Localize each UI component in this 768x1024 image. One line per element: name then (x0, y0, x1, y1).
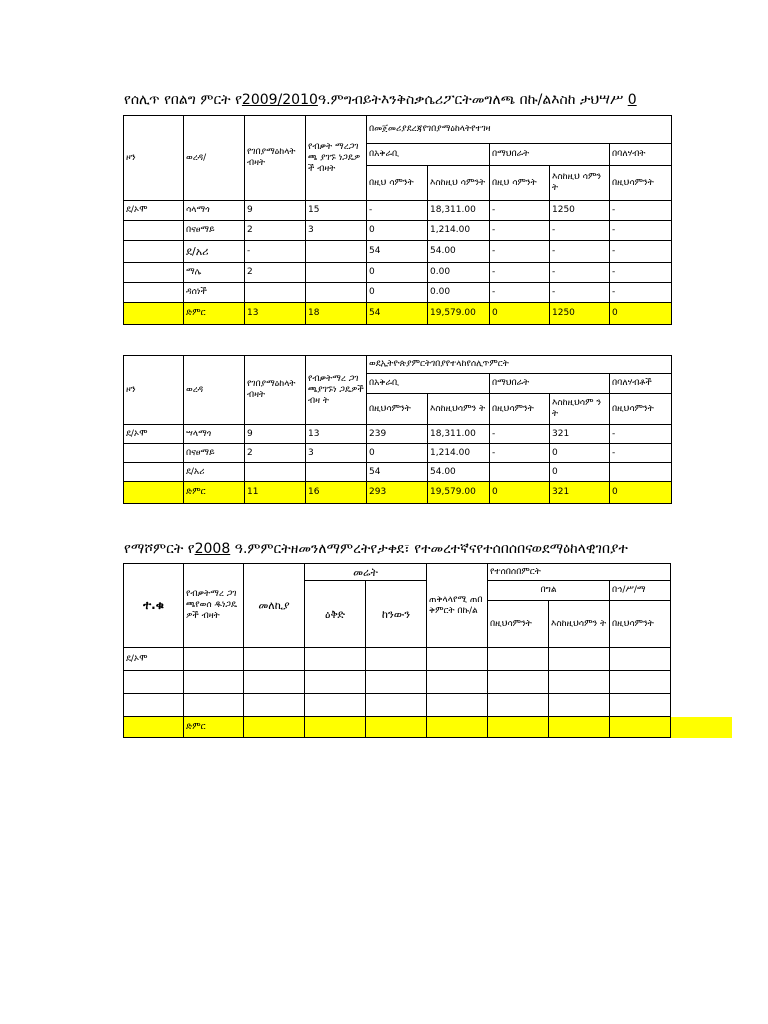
total-supplier-to-date: 19,579.00 (428, 482, 490, 504)
header-market-centers: የገበያማዕከላት ብዛት (245, 116, 306, 201)
title-years: 2009/2010 (241, 92, 318, 108)
cell-woreda: በናፀማይ (184, 444, 245, 463)
cell-supplier-week: - (367, 201, 428, 221)
header-cooperatives: በማህበራት (490, 374, 610, 394)
cell-traders: 3 (306, 221, 367, 241)
total-row (124, 482, 672, 504)
header-this-week: በዚህሳምንት (490, 394, 550, 425)
total-supplier-week: 54 (367, 303, 428, 325)
header-land: መሬት (305, 564, 427, 581)
header-to-date: እስከዚህ ሳምንት (428, 166, 490, 201)
cell-coop-week (490, 463, 550, 482)
header-to-date: እስከዚህ ሳምንት (550, 166, 610, 201)
header-zone: ዞን (124, 356, 184, 425)
header-private: በግል (488, 581, 610, 601)
total-row (124, 303, 672, 325)
header-certified-traders: የብቃት ማረጋገጫ ያገኙ ነጋዴዎች ብዛት (306, 116, 367, 201)
cell-supplier-to-date: 0.00 (428, 263, 490, 283)
cell-zone (124, 283, 184, 303)
cell-investor-week: - (610, 283, 672, 303)
table-row (124, 221, 672, 241)
table-row (124, 463, 672, 482)
cell-investor-week: - (610, 425, 672, 444)
header-cooperatives: በማህበራት (490, 144, 610, 166)
header-land-plan: ዕቅድ (305, 581, 366, 648)
cell-traders (306, 463, 367, 482)
cell-coop-to-date: 0 (550, 463, 610, 482)
cell-supplier-to-date: 54.00 (428, 241, 490, 263)
table-row (124, 241, 672, 263)
header-investors: በባለሃብቶች (610, 374, 672, 394)
cell-investor-week: - (610, 263, 672, 283)
header-sent-to-ecx: ወደኢትዮጵያምርትገበያየተላከየሰሊጥምርት (367, 356, 672, 374)
table-row (124, 694, 732, 717)
header-this-week: በዚህሳምንት (610, 394, 672, 425)
header-coop-union: በኅ/ሥ/ማ (610, 581, 671, 601)
header-market-centers: የገበያማዕከላት ብዛት (245, 356, 306, 425)
cell-coop-to-date: 1250 (550, 201, 610, 221)
title-text: የሰሊጥ የበልግ ምርት የ (124, 92, 242, 108)
cell-supplier-to-date: 1,214.00 (428, 444, 490, 463)
cell-supplier-week: 239 (367, 425, 428, 444)
cell-zone (124, 482, 184, 504)
cell-supplier-week: 0 (367, 263, 428, 283)
title-tail: 0 (627, 92, 637, 108)
total-label: ድምር (184, 482, 245, 504)
total-centers: 13 (245, 303, 306, 325)
cell-zone (124, 221, 184, 241)
table-row (124, 444, 672, 463)
cell-supplier-week: 0 (367, 283, 428, 303)
table-row (124, 671, 732, 694)
total-supplier-to-date: 19,579.00 (428, 303, 490, 325)
mung-bean-table (123, 563, 732, 738)
total-supplier-week: 293 (367, 482, 428, 504)
cell-zone (124, 694, 184, 717)
total-coop-week: 0 (490, 303, 550, 325)
title-text: የማሾምርት የ (124, 541, 195, 557)
total-investor-week: 0 (610, 482, 672, 504)
header-collected-product: የተሰበሰበምርት (488, 564, 671, 581)
cell-investor-week: - (610, 444, 672, 463)
header-zone: ዞን (124, 116, 184, 201)
table-row (124, 201, 672, 221)
cell-zone (124, 303, 184, 325)
header-supplier: በአቅራቢ (367, 144, 490, 166)
cell-coop-to-date: - (550, 241, 610, 263)
total-label: ድምር (184, 303, 245, 325)
cell-supplier-week: 0 (367, 221, 428, 241)
cell-investor-week: - (610, 201, 672, 221)
total-coop-to-date: 321 (550, 482, 610, 504)
header-to-date: እስከዚህሳምን ት (428, 394, 490, 425)
header-this-week: በዚህ ሳምንት (490, 166, 550, 201)
cell-centers: 2 (245, 263, 306, 283)
header-certified-traders: የብቃትማረ ጋገጫያገኙነ ጋዴዎችብዛ ት (306, 356, 367, 425)
cell-traders (306, 263, 367, 283)
sesame-purchase-table (123, 115, 672, 325)
header-to-date: እስከዚህሳም ንት (550, 394, 610, 425)
total-traders: 16 (306, 482, 367, 504)
header-land-actual: ከንውን (366, 581, 427, 648)
cell-traders: 13 (306, 425, 367, 444)
total-row (124, 717, 732, 738)
cell-traders (306, 241, 367, 263)
total-coop-to-date: 1250 (550, 303, 610, 325)
header-this-week: በዚህሳምንት (610, 601, 671, 648)
cell-coop-to-date: - (550, 221, 610, 241)
cell-coop-week: - (490, 444, 550, 463)
header-unit: መለኪያ (244, 564, 305, 648)
header-woreda: ወረዳ/ (184, 116, 245, 201)
title-text-rest: ዓ.ምምርትዘመንለማምረትየታቀደ፣ የተመረተኛናየተሰበሰበናወደማዕከላዊገበያተ (230, 541, 628, 557)
cell-coop-to-date: - (550, 263, 610, 283)
table-row (124, 283, 672, 303)
header-to-date: እስከዚህሳምን ት (549, 601, 610, 648)
cell-zone (124, 241, 184, 263)
cell-supplier-to-date: 1,214.00 (428, 221, 490, 241)
report-title-sesame (124, 92, 672, 108)
cell-zone (124, 671, 184, 694)
total-coop-week: 0 (490, 482, 550, 504)
cell-woreda: ማሌ (184, 263, 245, 283)
header-this-week: በዚህሳምንት (488, 601, 549, 648)
cell-zone (124, 717, 184, 738)
header-expected-production: ጠቅላላየሚ ጠበቅምርት በኩ/ል (427, 564, 488, 648)
cell-investor-week: - (610, 221, 672, 241)
title-text-rest: ዓ.ምግብይትእንቅስቃሴሪፖርትመግለጫ በኩ/ልእስከ ታህሣሥ (317, 92, 628, 108)
cell-supplier-to-date: 54.00 (428, 463, 490, 482)
cell-traders (306, 283, 367, 303)
table-row (124, 425, 672, 444)
header-number: ተ.ቁ (124, 564, 184, 648)
total-traders: 18 (306, 303, 367, 325)
cell-coop-week: - (490, 283, 550, 303)
header-first-level-purchase: በመጀመሪያደረጃየገበያማዕከላትየተገዛ (367, 116, 672, 144)
cell-investor-week (610, 463, 672, 482)
header-certified-traders: የብቃትማረ ጋገጫየወሰ ዱነጋዴዎች ብዛት (184, 564, 244, 648)
cell-zone (124, 444, 184, 463)
total-investor-week: 0 (610, 303, 672, 325)
title-year: 2008 (194, 541, 231, 557)
cell-centers: 9 (245, 425, 306, 444)
cell-zone (124, 463, 184, 482)
total-label: ድምር (184, 717, 244, 738)
cell-traders: 3 (306, 444, 367, 463)
total-centers: 11 (245, 482, 306, 504)
sesame-ecx-table (123, 355, 672, 504)
cell-zone: ደ/ኦሞ (124, 648, 184, 671)
header-woreda: ወረዳ (184, 356, 245, 425)
cell-coop-week: - (490, 201, 550, 221)
cell-centers: 9 (245, 201, 306, 221)
cell-supplier-to-date: 0.00 (428, 283, 490, 303)
header-supplier: በአቅራቢ (367, 374, 490, 394)
cell-coop-to-date: 0 (550, 444, 610, 463)
table-row (124, 263, 672, 283)
cell-woreda: ዳሰነች (184, 283, 245, 303)
cell-supplier-week: 0 (367, 444, 428, 463)
cell-supplier-to-date: 18,311.00 (428, 425, 490, 444)
header-investor: በባለሃብት (610, 144, 672, 166)
cell-coop-week: - (490, 241, 550, 263)
cell-centers (245, 463, 306, 482)
cell-woreda: ሣላማጎ (184, 425, 245, 444)
header-this-week: በዚህሳምንት (367, 394, 428, 425)
cell-coop-week: - (490, 263, 550, 283)
cell-woreda: ደ/አሪ (184, 241, 245, 263)
cell-coop-week: - (490, 425, 550, 444)
cell-zone: ደ/ኦሞ (124, 425, 184, 444)
cell-woreda: ሳላማጎ (184, 201, 245, 221)
header-this-week: በዚህ ሳምንት (367, 166, 428, 201)
cell-coop-week: - (490, 221, 550, 241)
cell-zone: ደ/ኦሞ (124, 201, 184, 221)
cell-zone (124, 263, 184, 283)
cell-woreda: በናፀማይ (184, 221, 245, 241)
cell-centers (245, 283, 306, 303)
report-title-mung-bean (124, 541, 672, 557)
header-this-week: በዚህሳምንት (610, 166, 672, 201)
table-row (124, 648, 732, 671)
cell-coop-to-date: - (550, 283, 610, 303)
cell-supplier-week: 54 (367, 463, 428, 482)
cell-centers: - (245, 241, 306, 263)
cell-supplier-week: 54 (367, 241, 428, 263)
cell-coop-to-date: 321 (550, 425, 610, 444)
cell-centers: 2 (245, 221, 306, 241)
cell-traders: 15 (306, 201, 367, 221)
cell-centers: 2 (245, 444, 306, 463)
cell-investor-week: - (610, 241, 672, 263)
cell-supplier-to-date: 18,311.00 (428, 201, 490, 221)
cell-woreda: ደ/አሪ (184, 463, 245, 482)
